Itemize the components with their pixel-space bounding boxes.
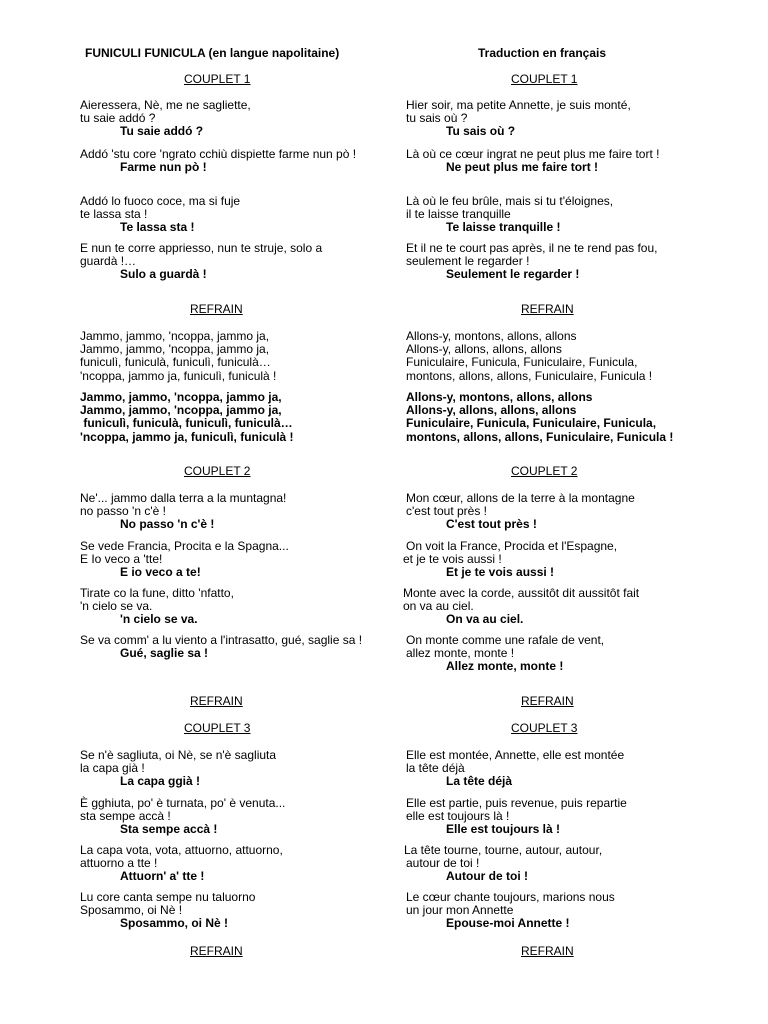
verse-echo: Ne peut plus me faire tort ! — [446, 160, 599, 175]
verse-echo: Sposammo, oi Nè ! — [120, 916, 229, 931]
stanza — [80, 749, 380, 789]
refrain-line: Funiculaire, Funicula, Funiculaire, Funicula, — [406, 355, 638, 370]
stanza — [80, 99, 380, 139]
verse-line: Mon cœur, allons de la terre à la montagne — [406, 491, 635, 505]
verse-echo: Elle est toujours là ! — [446, 822, 561, 837]
verse-line: Elle est partie, puis revenue, puis repartie — [406, 796, 627, 810]
verse-line: Addó lo fuoco coce, ma si fuje — [80, 194, 241, 208]
verse-line: attuorno a tte ! — [80, 856, 158, 871]
verse-echo: C'est tout près ! — [446, 517, 537, 532]
couplet-3-heading: COUPLET 3 — [511, 721, 578, 735]
verse-echo: Te laisse tranquille ! — [446, 220, 561, 235]
verse-echo: Tu sais où ? — [446, 124, 516, 139]
stanza — [403, 539, 706, 580]
stanza — [403, 586, 726, 627]
verse-echo: Sta sempe accà ! — [120, 822, 218, 837]
verse-line: Lu core canta sempe nu taluorno — [80, 890, 256, 904]
refrain-line: Allons-y, montons, allons, allons — [406, 329, 577, 343]
verse-echo: Epouse-moi Annette ! — [446, 916, 570, 931]
verse-line: tu sais où ? — [406, 111, 468, 126]
refrain-line: 'ncoppa, jammo ja, funiculì, funiculà ! — [80, 368, 277, 383]
couplet-1-heading: COUPLET 1 — [184, 72, 251, 86]
refrain-line: Allons-y, allons, allons, allons — [406, 403, 577, 418]
stanza — [406, 99, 706, 139]
stanza — [80, 634, 365, 660]
verse-echo: Tu saie addó ? — [120, 124, 204, 139]
verse-line: allez monte, monte ! — [406, 646, 515, 661]
couplet-3-heading: COUPLET 3 — [184, 721, 251, 735]
verse-line: il te laisse tranquille — [406, 207, 511, 222]
verse-line: c'est tout près ! — [406, 504, 487, 519]
verse-echo: Attuorn' a' tte ! — [120, 869, 205, 884]
verse-line: Là où ce cœur ingrat ne peut plus me faire tort ! — [406, 147, 660, 161]
verse-line: La tête tourne, tourne, autour, autour, — [404, 843, 603, 857]
verse-echo: Sulo a guardà ! — [120, 267, 207, 282]
verse-line: un jour mon Annette — [406, 903, 514, 918]
refrain-3-heading: REFRAIN — [521, 944, 574, 958]
verse-line: Sposammo, oi Nè ! — [80, 903, 183, 918]
verse-line: la capa già ! — [80, 761, 145, 776]
verse-line: 'n cielo se va. — [80, 599, 153, 614]
verse-line: Hier soir, ma petite Annette, je suis monté, — [406, 98, 631, 112]
verse-echo: Allez monte, monte ! — [446, 659, 564, 674]
stanza — [406, 242, 706, 282]
refrain — [406, 330, 706, 383]
verse-echo: La tête déjà — [446, 774, 513, 789]
verse-echo: E io veco a te! — [120, 565, 201, 580]
refrain-line: funiculì, funiculà, funiculì, funiculà… — [80, 355, 271, 370]
verse-line: La capa vota, vota, attuorno, attuorno, — [80, 843, 283, 857]
verse-echo: Farme nun pò ! — [120, 160, 207, 175]
refrain — [80, 330, 380, 383]
verse-line: Le cœur chante toujours, marions nous — [406, 890, 615, 904]
refrain-line: montons, allons, allons, Funiculaire, Funicula ! — [406, 368, 653, 383]
stanza — [406, 749, 706, 789]
couplet-2-heading: COUPLET 2 — [184, 464, 251, 478]
verse-line: Ne'... jammo dalla terra a la muntagna! — [80, 491, 287, 505]
stanza — [80, 148, 365, 174]
refrain-line: Jammo, jammo, 'ncoppa, jammo ja, — [80, 403, 282, 418]
verse-line: Se n'è sagliuta, oi Nè, se n'è sagliuta — [80, 748, 277, 762]
stanza — [406, 148, 686, 174]
refrain-line: Allons-y, montons, allons, allons — [406, 390, 593, 404]
stanza — [80, 587, 380, 627]
verse-line: seulement le regarder ! — [406, 254, 530, 269]
stanza — [406, 797, 706, 837]
stanza — [406, 634, 706, 674]
verse-line: Se va comm' a lu viento a l'intrasatto, gué, saglie sa ! — [80, 633, 363, 647]
verse-line: Tirate co la fune, ditto 'nfatto, — [80, 586, 234, 600]
verse-line: on va au ciel. — [403, 599, 474, 614]
verse-line: sta sempe accà ! — [80, 809, 171, 824]
refrain-line: Jammo, jammo, 'ncoppa, jammo ja, — [80, 390, 282, 404]
refrain-bold — [406, 391, 726, 444]
verse-line: On monte comme une rafale de vent, — [406, 633, 605, 647]
stanza — [406, 844, 706, 884]
verse-line: Aieressera, Nè, me ne sagliette, — [80, 98, 251, 112]
verse-echo: Autour de toi ! — [446, 869, 528, 884]
refrain-line: Allons-y, allons, allons, allons — [406, 342, 562, 357]
refrain-1-heading: REFRAIN — [521, 302, 574, 316]
verse-line: Et il ne te court pas après, il ne te rend pas fou, — [406, 241, 658, 255]
verse-line: On voit la France, Procida et l'Espagne, — [406, 539, 618, 553]
verse-line: elle est toujours là ! — [406, 809, 510, 824]
verse-line: Là où le feu brûle, mais si tu t'éloignes, — [406, 194, 614, 208]
refrain-line: 'ncoppa, jammo ja, funiculì, funiculà ! — [80, 429, 294, 444]
refrain-line: Jammo, jammo, 'ncoppa, jammo ja, — [80, 342, 270, 357]
verse-echo: La capa ggià ! — [120, 774, 201, 789]
verse-echo: On va au ciel. — [446, 612, 524, 627]
stanza — [80, 492, 380, 532]
verse-echo: Seulement le regarder ! — [446, 267, 580, 282]
verse-echo: No passo 'n c'è ! — [120, 517, 215, 532]
verse-line: Se vede Francia, Procita e la Spagna... — [80, 539, 289, 553]
verse-line: tu saie addó ? — [80, 111, 156, 126]
verse-line: la tête déjà — [406, 761, 465, 776]
neapolitan-title: FUNICULI FUNICULA (en langue napolitaine) — [85, 46, 340, 60]
verse-line: E Io veco a 'tte! — [80, 552, 163, 567]
verse-line: E nun te corre appriesso, nun te struje, solo a guardà !… — [80, 241, 323, 269]
verse-line: et je te vois aussi ! — [403, 552, 502, 567]
stanza — [406, 195, 706, 235]
verse-echo: Et je te vois aussi ! — [446, 565, 555, 580]
verse-line: Monte avec la corde, aussitôt dit aussitôt fait — [403, 586, 640, 600]
stanza — [406, 891, 706, 931]
french-title: Traduction en français — [478, 46, 607, 60]
stanza — [80, 844, 380, 884]
stanza — [80, 195, 380, 235]
stanza — [80, 797, 380, 837]
stanza — [80, 242, 350, 282]
refrain-line: funiculì, funiculà, funiculì, funiculà… — [80, 416, 293, 431]
couplet-1-heading: COUPLET 1 — [511, 72, 578, 86]
stanza — [80, 540, 380, 580]
verse-line: Addó 'stu core 'ngrato cchiù dispiette farme nun pò ! — [80, 147, 357, 161]
refrain-bold — [80, 391, 380, 444]
stanza — [406, 492, 706, 532]
verse-line: Elle est montée, Annette, elle est montée — [406, 748, 625, 762]
refrain-2-heading: REFRAIN — [190, 694, 243, 708]
verse-echo: 'n cielo se va. — [120, 612, 198, 627]
verse-line: È gghiuta, po' è turnata, po' è venuta... — [80, 796, 286, 810]
refrain-3-heading: REFRAIN — [190, 944, 243, 958]
refrain-2-heading: REFRAIN — [521, 694, 574, 708]
verse-line: no passo 'n c'è ! — [80, 504, 166, 519]
stanza — [80, 891, 380, 931]
verse-echo: Te lassa sta ! — [120, 220, 195, 235]
verse-line: te lassa sta ! — [80, 207, 148, 222]
refrain-line: Jammo, jammo, 'ncoppa, jammo ja, — [80, 329, 270, 343]
refrain-line: Funiculaire, Funicula, Funiculaire, Funicula, — [406, 416, 657, 431]
verse-echo: Gué, saglie sa ! — [120, 646, 209, 661]
refrain-1-heading: REFRAIN — [190, 302, 243, 316]
refrain-line: montons, allons, allons, Funiculaire, Funicula ! — [406, 429, 674, 444]
couplet-2-heading: COUPLET 2 — [511, 464, 578, 478]
verse-line: autour de toi ! — [406, 856, 480, 871]
